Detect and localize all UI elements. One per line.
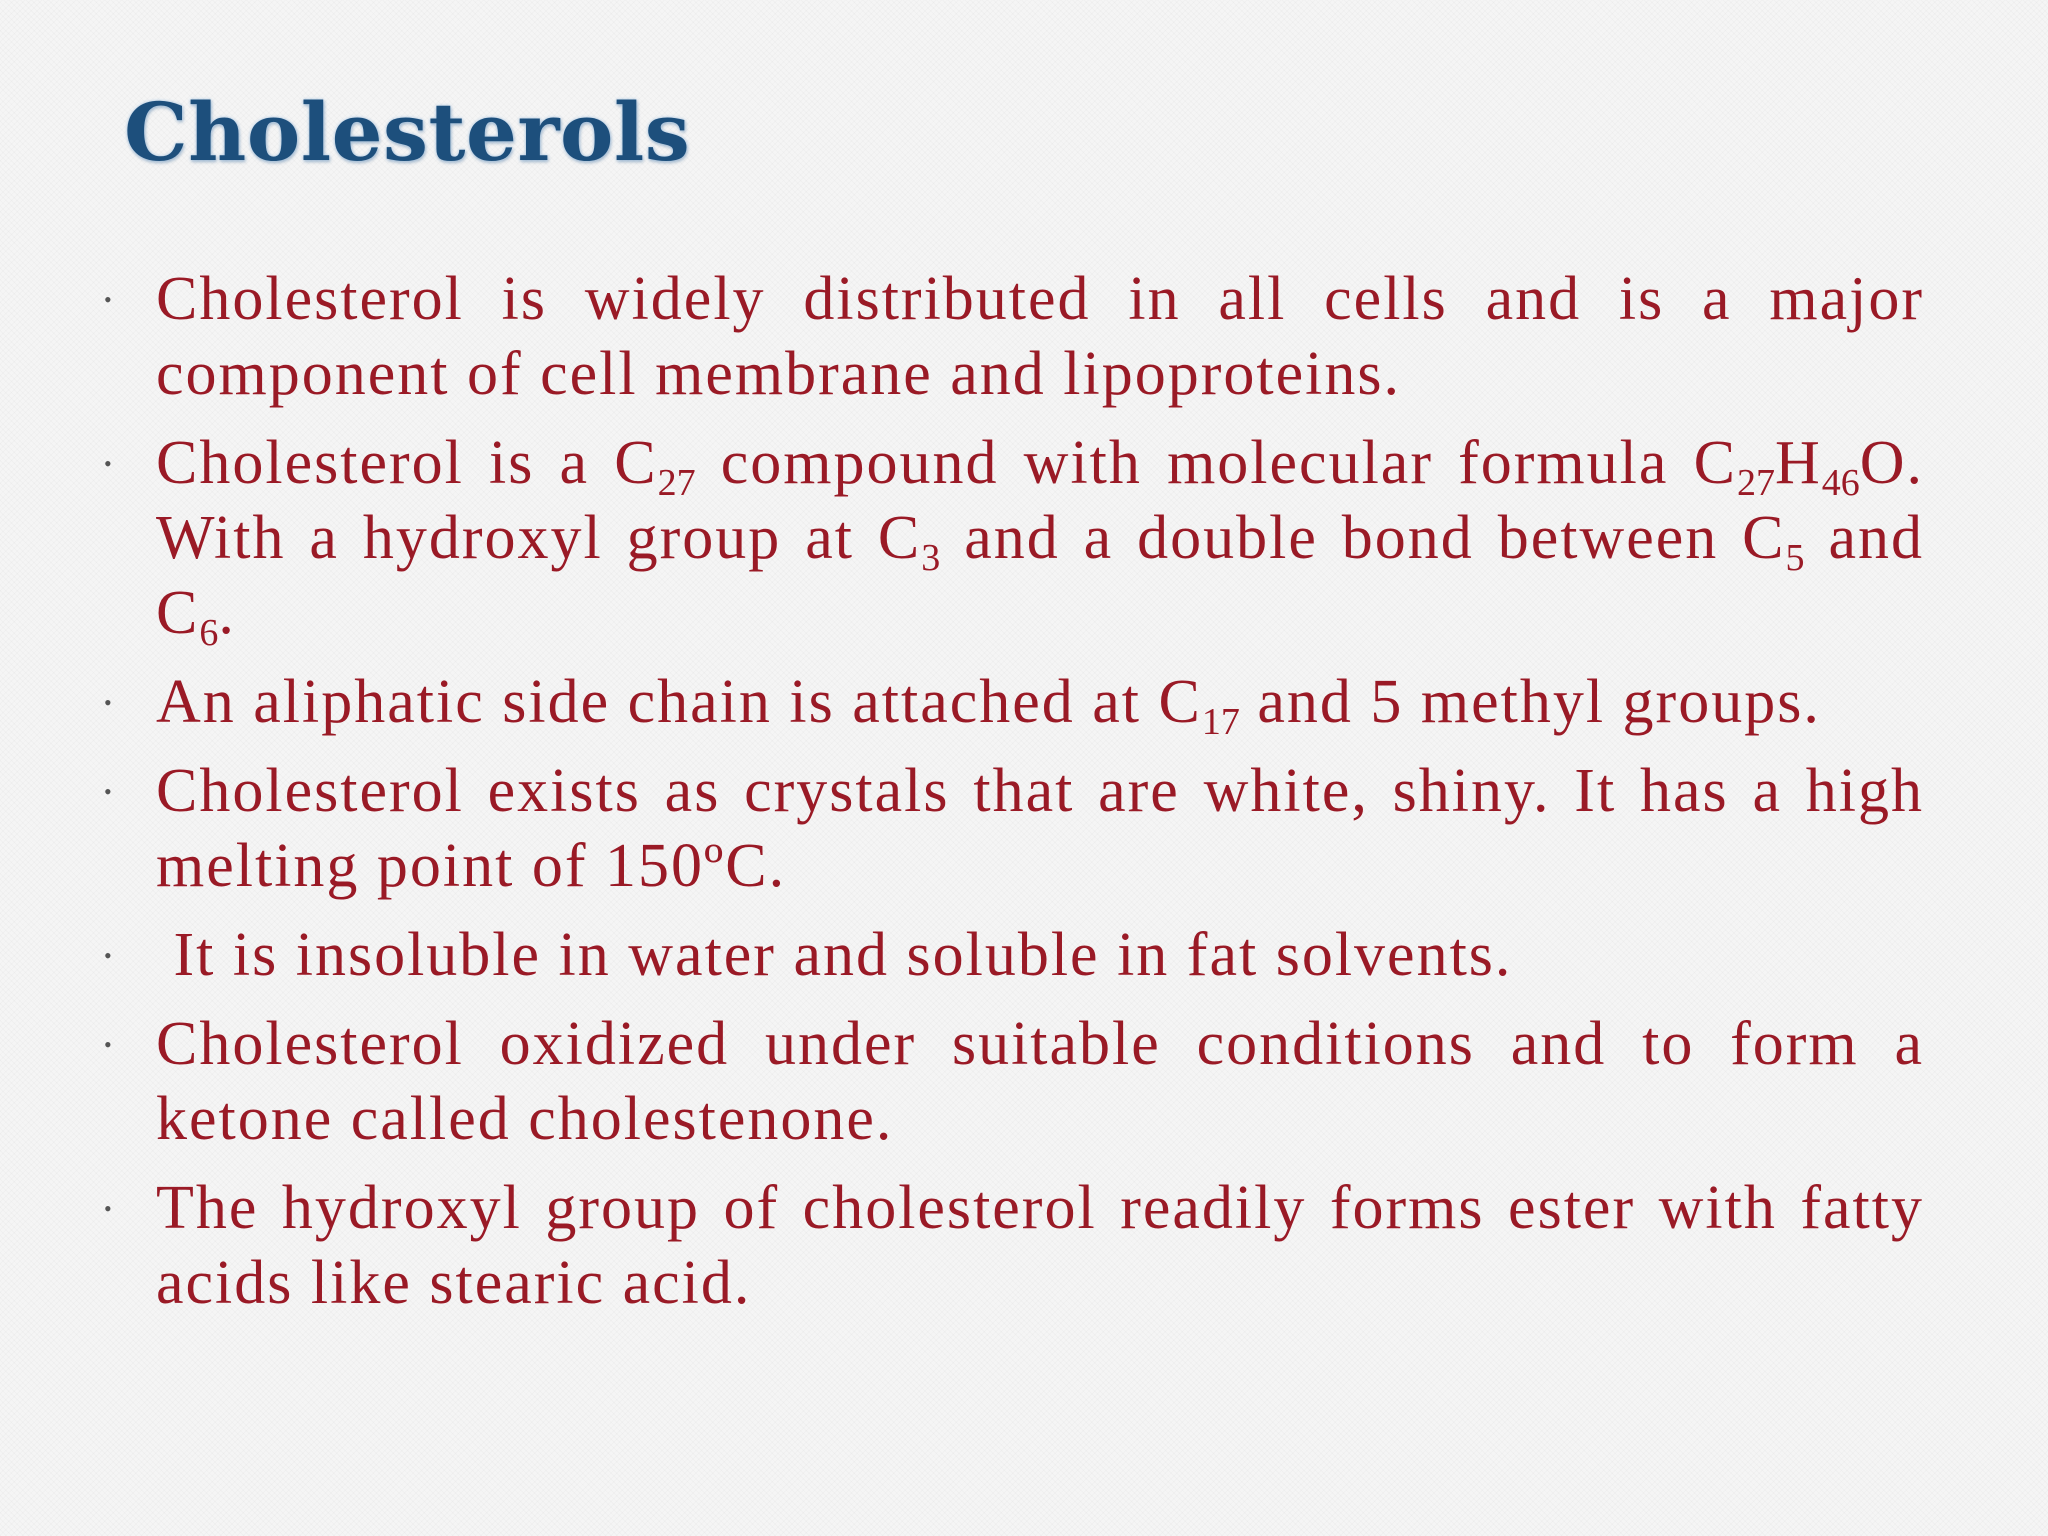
- bullet-item: [104, 665, 1924, 743]
- subscript: 6: [199, 612, 219, 654]
- bullet-text: .: [218, 579, 236, 647]
- subscript: 17: [1201, 701, 1240, 743]
- bullet-text: H: [1774, 429, 1822, 497]
- bullet-text: It is insoluble in water and soluble in fat solvents.: [156, 921, 1513, 989]
- bullet-dot-icon: •: [104, 779, 112, 804]
- bullet-text: Cholesterol is widely distributed in all cells and is a major component of cell membrane and lipoproteins.: [156, 265, 1924, 408]
- subscript: 27: [1736, 462, 1775, 504]
- bullet-item: [104, 918, 1924, 993]
- bullet-item: [104, 426, 1924, 654]
- subscript: 5: [1785, 537, 1805, 579]
- subscript: 3: [921, 537, 941, 579]
- bullet-text: The hydroxyl group of cholesterol readily forms ester with fatty acids like stearic acid.: [156, 1174, 1924, 1317]
- bullet-item: [104, 754, 1924, 904]
- bullet-item: [104, 1007, 1924, 1157]
- bullet-text: and a double bond between C: [940, 504, 1786, 572]
- bullet-text: compound with molecular formula C: [695, 429, 1737, 497]
- bullet-text: and 5 methyl groups.: [1239, 668, 1821, 736]
- bullet-dot-icon: •: [104, 943, 112, 968]
- bullet-text: Cholesterol exists as crystals that are white, shiny. It has a high melting point of 150ºC.: [156, 757, 1924, 900]
- subscript: 46: [1821, 462, 1860, 504]
- bullet-dot-icon: •: [104, 1032, 112, 1057]
- bullet-text: An aliphatic side chain is attached at C: [156, 668, 1202, 736]
- bullet-text: Cholesterol oxidized under suitable conditions and to form a ketone called cholestenone.: [156, 1010, 1924, 1153]
- bullet-item: [104, 262, 1924, 412]
- bullet-dot-icon: •: [104, 690, 112, 715]
- bullet-text: O. With a hydroxyl group at C: [156, 429, 1924, 572]
- subscript: 27: [657, 462, 696, 504]
- bullet-text: Cholesterol is a C: [156, 429, 658, 497]
- bullet-item: [104, 1171, 1924, 1321]
- bullet-text: and C: [156, 504, 1924, 647]
- bullet-dot-icon: •: [104, 1196, 112, 1221]
- bullet-list: [0, 262, 2048, 1335]
- bullet-dot-icon: •: [104, 451, 112, 476]
- slide-title: Cholesterols: [124, 85, 691, 179]
- bullet-dot-icon: •: [104, 287, 112, 312]
